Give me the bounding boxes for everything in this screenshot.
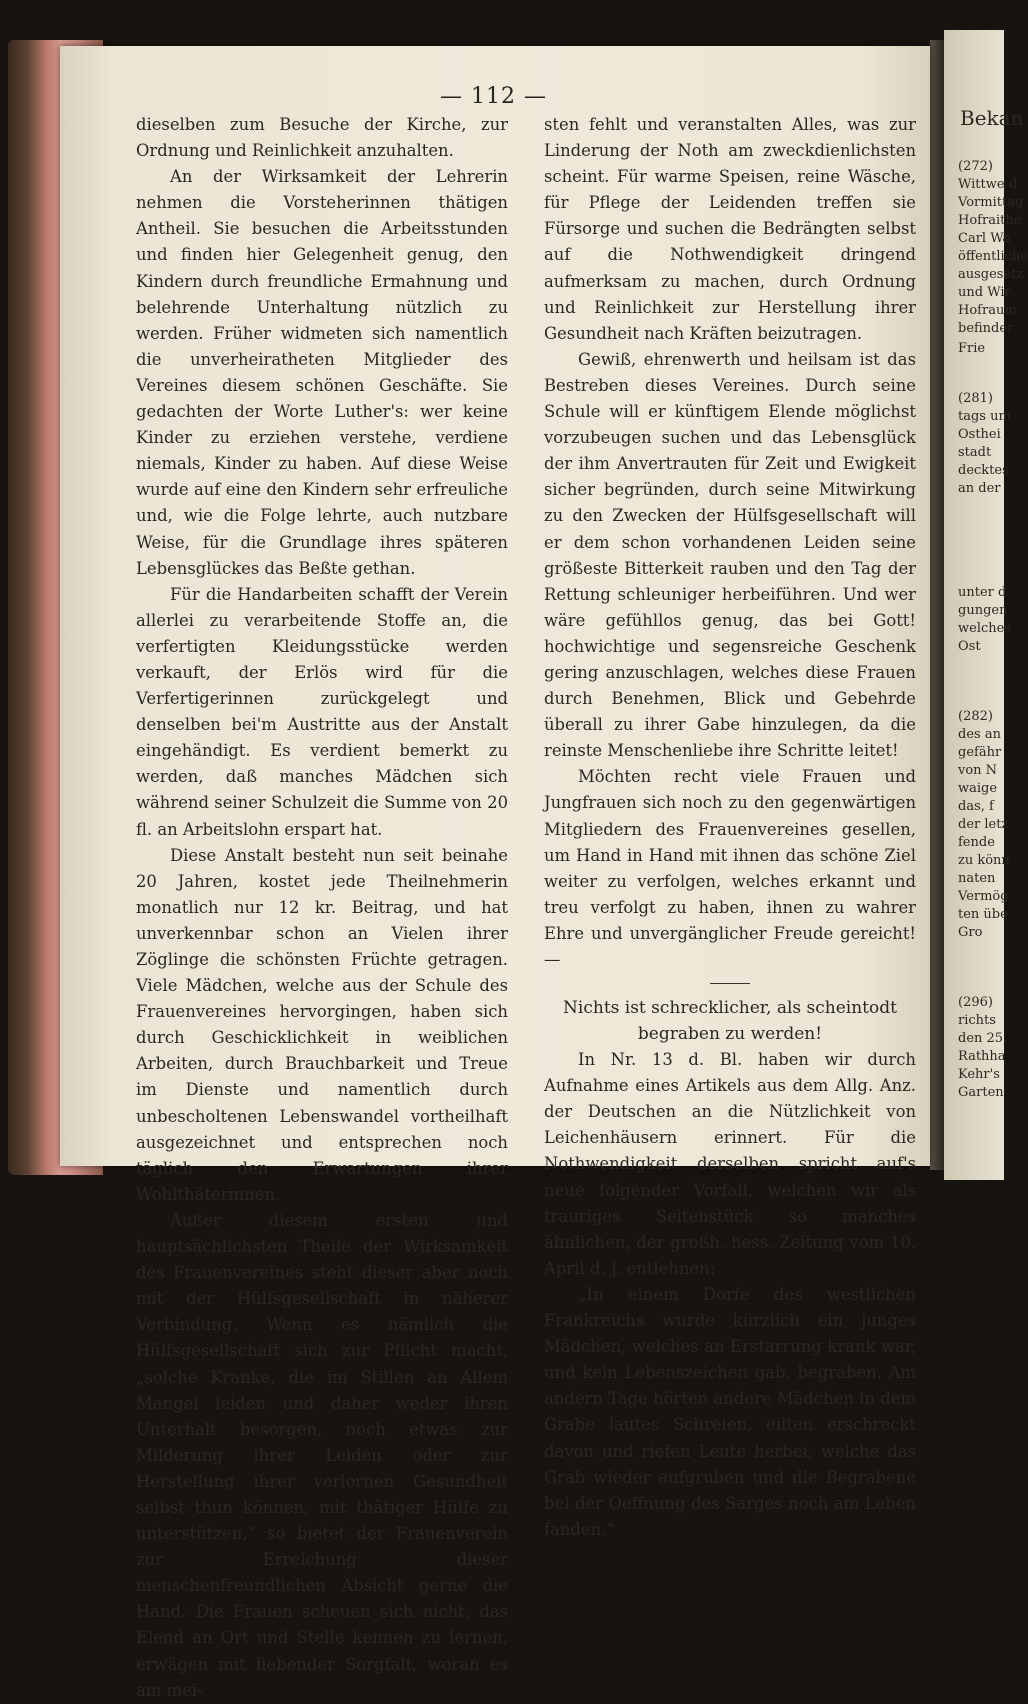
facing-page-line: Carl Wa <box>958 231 1011 246</box>
paragraph: dieselben zum Besuche der Kirche, zur Ordnung und Reinlichkeit anzuhalten. <box>136 115 508 161</box>
facing-page-heading: Bekan <box>960 106 1024 130</box>
facing-page-line: ausgesetz <box>958 267 1024 282</box>
facing-page-line: öffentliche <box>958 249 1028 264</box>
paragraph: sten fehlt und veranstalten Alles, was zur Linderung der Noth am zweckdienlichsten scheint. Für warme Speisen, reine Wäsche, für Pflege der Leidenden treffen sie Fürsorge und suchen die Bedrängten selbst auf die Nothwendigkeit dringend aufmerksam zu machen, durch Ordnung und Reinlichkeit zur Herstellung ihrer Gesundheit nach Kräften beizutragen. <box>544 115 916 343</box>
facing-page-line: waige <box>958 781 998 796</box>
facing-page-line: des an <box>958 727 1001 742</box>
facing-page-line: Gro <box>958 925 983 940</box>
facing-page-line: Ost <box>958 639 981 654</box>
paragraph: Gewiß, ehrenwerth und heilsam ist das Bestreben dieses Vereines. Durch seine Schule will er künftigem Elende möglichst vorzubeugen suchen und das Lebensglück der ihm Anvertrauten für Zeit und Ewigkeit sicher begründen, durch seine Mitwirkung zu den Zwecken der Hülfsgesellschaft will er dem schon vorhandenen Leiden seine größeste Bitterkeit rauben und den Tag der Rettung schleuniger herbeiführen. Und wer wäre gefühllos genug, das bei Gott! hochwichtige und segensreiche Geschenk gering anzuschlagen, welches diese Frauen durch Benehmen, Blick und Gebehrde überall zu ihrer Gabe hinzulegen, da die reinste Menschenliebe ihre Schritte leitet! <box>544 349 916 761</box>
paragraph: „In einem Dorfe des westlichen Frankreichs wurde kürzlich ein junges Mädchen, welches an Erstarrung krank war, und kein Lebenszeichen gab, begraben. Am andern Tage hörten andere Mädchen in dem Grabe lautes Schreien, eilten erschreckt davon und riefen Leute herbei, welche das Grab wieder aufgruben und die Begrabene bei der Oeffnung des Sarges noch am Leben fanden.“ <box>544 1284 916 1539</box>
facing-page-line: gefähr <box>958 745 1002 760</box>
facing-page-line: das, f <box>958 799 994 814</box>
facing-page-line: ten übe <box>958 907 1008 922</box>
facing-page-line: (272) <box>958 159 993 174</box>
facing-page-line: und Wir <box>958 285 1011 300</box>
facing-page-line: der letz <box>958 817 1009 832</box>
article-title: Nichts ist schrecklicher, als scheintodt begraben zu werden! <box>563 998 897 1045</box>
facing-page-line: zu könn <box>958 853 1010 868</box>
facing-page-line: unter d <box>958 585 1007 600</box>
paragraph: Für die Handarbeiten schafft der Verein allerlei zu verarbeitende Stoffe an, die verfertigten Kleidungsstücke werden verkauft, der Erlös wird für die Verfertigerinnen zurückgelegt und denselben bei'm Austritte aus der Anstalt eingehändigt. Es verdient bemerkt zu werden, daß manches Mädchen sich während seiner Schulzeit die Summe von 20 fl. an Arbeitslohn erspart hat. <box>136 584 508 839</box>
facing-page-line: den 25. <box>958 1031 1008 1046</box>
paragraph: In Nr. 13 d. Bl. haben wir durch Aufnahme eines Artikels aus dem Allg. Anz. der Deutschen an die Nützlichkeit von Leichenhäusern erinnert. Für die Nothwendigkeit derselben spricht auf's neue folgender Vorfall, welchen wir als trauriges Seitenstück so manches ähnlichen, der großh. hess. Zeitung vom 10. April d. J. entlehnen: <box>544 1050 916 1278</box>
facing-page-line: (281) <box>958 391 993 406</box>
facing-page-line: Kehr's <box>958 1067 1000 1082</box>
facing-page-line: Garten <box>958 1085 1004 1100</box>
facing-page-line: Osthei <box>958 427 1001 442</box>
facing-page-line: von N <box>958 763 998 778</box>
facing-page-line: gungen <box>958 603 1008 618</box>
facing-page-line: tags um <box>958 409 1011 424</box>
facing-page-line: decktes <box>958 463 1009 478</box>
facing-page-line: Frie <box>958 341 986 356</box>
section-divider <box>710 983 750 984</box>
facing-page-line: welches <box>958 621 1011 636</box>
paragraph: Möchten recht viele Frauen und Jungfrauen sich noch zu den gegenwärtigen Mitgliedern des Frauenvereines gesellen, um Hand in Hand mit ihnen das schöne Ziel weiter zu verfolgen, welches erkannt und treu verfolgt zu haben, ihnen zu wahrer Ehre und unvergänglicher Freude gereicht! — <box>544 767 916 969</box>
book-gutter <box>930 40 944 1170</box>
paragraph: Diese Anstalt besteht nun seit beinahe 20 Jahren, kostet jede Theilnehmerin monatlich nur 12 kr. Beitrag, und hat unverkennbar schon an Vielen ihrer Zöglinge die schönsten Früchte getragen. Viele Mädchen, welche aus der Schule des Frauenvereines hervorgingen, haben sich durch Geschicklichkeit in weiblichen Arbeiten, durch Brauchbarkeit und Treue im Dienste und namentlich durch unbescholtenen Lebenswandel vortheilhaft ausgezeichnet und entsprechen noch täglich den Erwartungen ihrer Wohlthäterinnen. <box>136 845 508 1204</box>
paragraph: An der Wirksamkeit der Lehrerin nehmen die Vorsteherinnen thätigen Antheil. Sie besuchen die Arbeitsstunden und finden hier Gelegenheit genug, den Kindern durch freundliche Ermahnung und belehrende Unterhaltung nützlich zu werden. Früher widmeten sich namentlich die unverheiratheten Mitglieder des Vereines diesem schönen Geschäfte. Sie gedachten der Worte Luther's: wer keine Kinder zu erziehen verstehe, verdiene niemals, Kinder zu haben. Auf diese Weise wurde auf eine den Kindern sehr erfreuliche und, wie die Folge lehrte, auch nutzbare Weise, für die Grundlage ihres späteren Lebensglückes das Beßte gethan. <box>136 167 508 578</box>
right-column <box>544 112 916 1543</box>
facing-page-line: Wittwe d <box>958 177 1018 192</box>
facing-page-line: Hofraithe <box>958 213 1022 228</box>
facing-page-line: (282) <box>958 709 993 724</box>
facing-page-line: Hofraum <box>958 303 1017 318</box>
facing-page-line: Vormittag <box>958 195 1024 210</box>
facing-page-line: (296) <box>958 995 993 1010</box>
facing-page-line: richts <box>958 1013 996 1028</box>
facing-page-line: naten <box>958 871 996 886</box>
facing-page-line: fende <box>958 835 995 850</box>
facing-page-line: an der <box>958 481 1001 496</box>
paragraph: Außer diesem ersten und hauptsächlichsten Theile der Wirksamkeit des Frauenvereines steht dieser aber noch mit der Hülfsgesellschaft in näherer Verbindung. Wenn es nämlich die Hülfsgesellschaft sich zur Pflicht macht, „solche Kranke, die im Stillen an Allem Mangel leiden und daher weder ihren Unterhalt besorgen, noch etwas zur Milderung ihrer Leiden oder zur Herstellung ihrer verlornen Gesundheit selbst thun können, mit thätiger Hülfe zu unterstützen,“ so bietet der Frauenverein zur Erreichung dieser menschenfreundlichen Absicht gerne die Hand. Die Frauen scheuen sich nicht, das Elend an Ort und Stelle kennen zu lernen, erwägen mit liebender Sorgfalt, woran es am mei- <box>136 1210 508 1700</box>
facing-page-line: Rathha <box>958 1049 1006 1064</box>
facing-page-line: stadt <box>958 445 992 460</box>
facing-page-line: Vermög <box>958 889 1009 904</box>
page-number: — 112 — <box>440 84 547 109</box>
left-column <box>136 112 508 1704</box>
facing-page-line: befinder <box>958 321 1014 336</box>
